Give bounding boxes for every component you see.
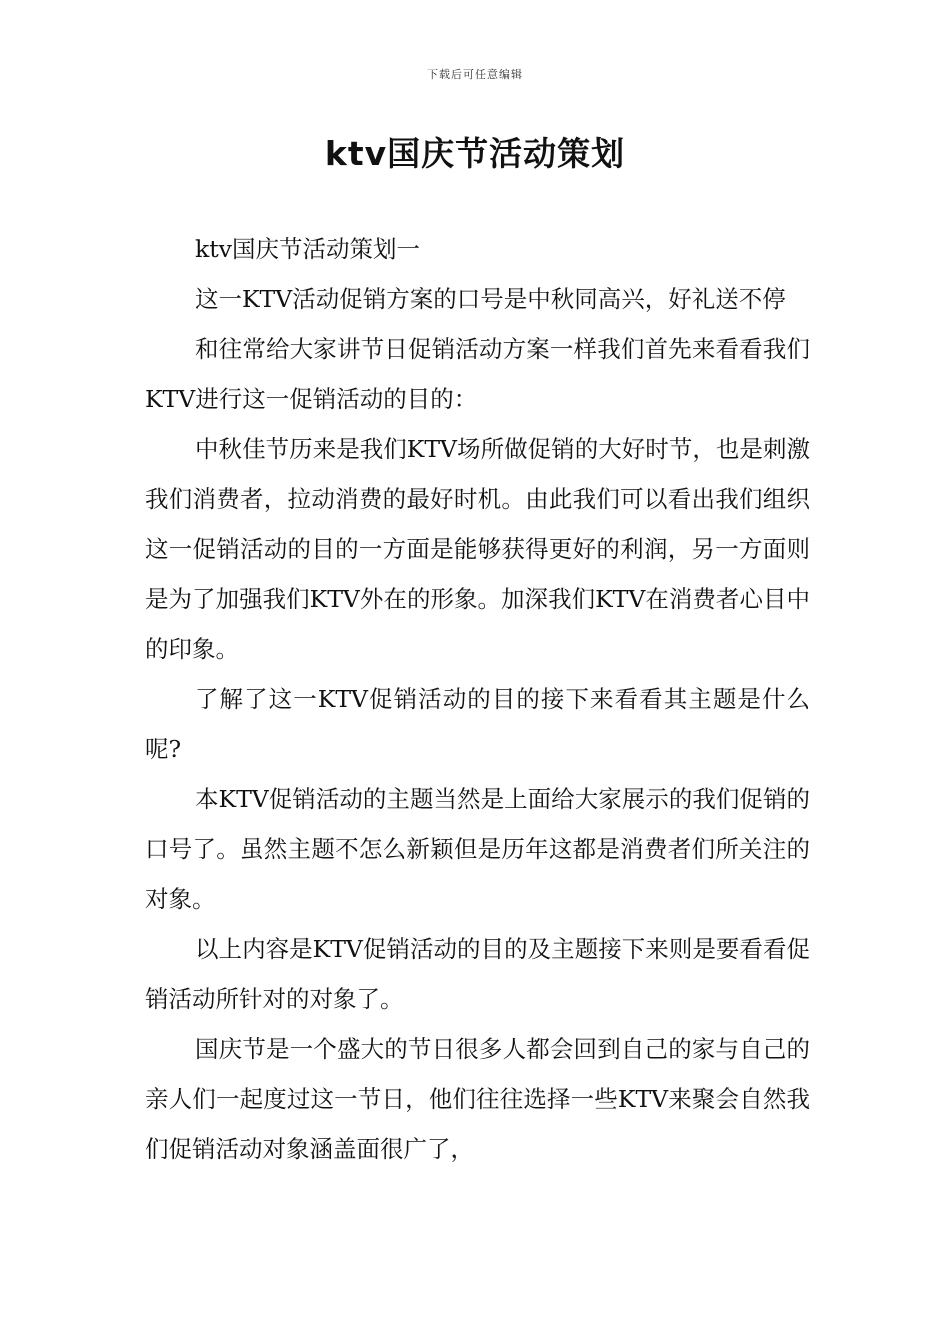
document-title: ktv国庆节活动策划 — [324, 134, 626, 173]
header-note: 下载后可任意编辑 — [427, 68, 523, 81]
document-body — [145, 224, 810, 1174]
paragraph: ktv国庆节活动策划一 — [195, 235, 420, 263]
paragraph: 了解了这一KTV促销活动的目的接下来看看其主题是什么呢? — [145, 685, 810, 763]
paragraph: 国庆节是一个盛大的节日很多人都会回到自己的家与自己的亲人们一起度过这一节日，他们往往选择一些KTV来聚会自然我们促销活动对象涵盖面很广了， — [145, 1035, 810, 1163]
paragraph: 中秋佳节历来是我们KTV场所做促销的大好时节，也是刺激我们消费者，拉动消费的最好时机。由此我们可以看出我们组织这一促销活动的目的一方面是能够获得更好的利润，另一方面则是为了加强我们KTV外在的形象。加深我们KTV在消费者心目中的印象。 — [145, 435, 810, 663]
paragraph: 本KTV促销活动的主题当然是上面给大家展示的我们促销的口号了。虽然主题不怎么新颖但是历年这都是消费者们所关注的对象。 — [145, 785, 810, 913]
paragraph: 和往常给大家讲节日促销活动方案一样我们首先来看看我们KTV进行这一促销活动的目的： — [145, 335, 810, 413]
paragraph: 以上内容是KTV促销活动的目的及主题接下来则是要看看促销活动所针对的对象了。 — [145, 935, 810, 1013]
paragraph: 这一KTV活动促销方案的口号是中秋同高兴，好礼送不停 — [195, 285, 786, 313]
